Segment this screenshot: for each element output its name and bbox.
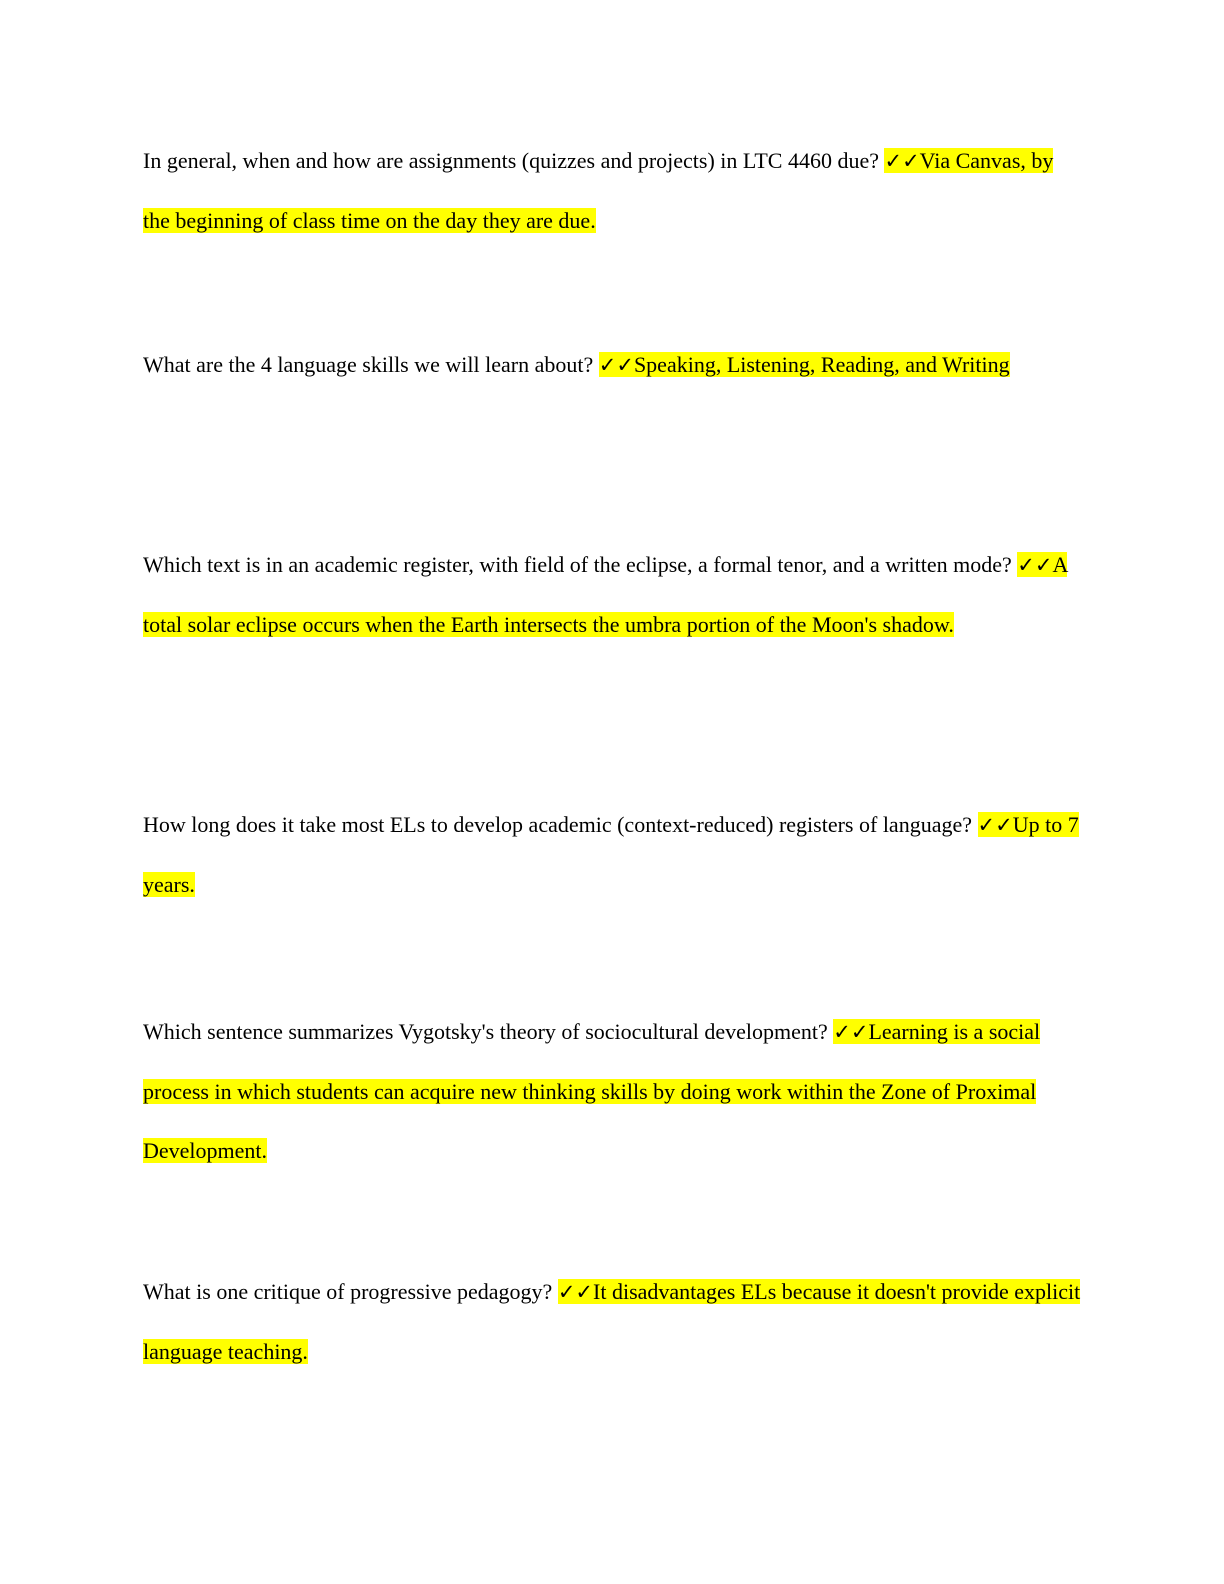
check-mark-icon: ✓✓ bbox=[557, 1280, 594, 1304]
qa-item bbox=[143, 535, 1083, 654]
qa-item bbox=[143, 1262, 1083, 1381]
answer-text: It disadvantages ELs because it doesn't provide explicit language teaching. bbox=[143, 1279, 1081, 1364]
question-text: How long does it take most ELs to develop academic (context-reduced) registers of language? bbox=[143, 812, 978, 837]
check-mark-icon: ✓✓ bbox=[977, 813, 1013, 837]
answer-text: Up to 7 years. bbox=[143, 812, 1079, 897]
answer-text: Via Canvas, by the beginning of class time on the day they are due. bbox=[143, 148, 1054, 233]
answer-text: Learning is a social process in which students can acquire new thinking skills by doing work within the Zone of Proximal Development. bbox=[143, 1019, 1041, 1163]
qa-item bbox=[143, 795, 1083, 914]
question-text: What is one critique of progressive pedagogy? bbox=[143, 1279, 558, 1304]
check-mark-icon: ✓✓ bbox=[598, 353, 634, 377]
check-mark-icon: ✓✓ bbox=[1017, 553, 1053, 577]
question-text: Which text is in an academic register, with field of the eclipse, a formal tenor, and a written mode? bbox=[143, 552, 1018, 577]
qa-item bbox=[143, 1002, 1083, 1180]
answer-text: Speaking, Listening, Reading, and Writing bbox=[633, 352, 1010, 377]
question-text: Which sentence summarizes Vygotsky's theory of sociocultural development? bbox=[143, 1019, 834, 1044]
answer-highlight bbox=[599, 352, 1010, 377]
question-text: What are the 4 language skills we will learn about? bbox=[143, 352, 599, 377]
qa-item bbox=[143, 335, 1083, 395]
question-text: In general, when and how are assignments (quizzes and projects) in LTC 4460 due? bbox=[143, 148, 885, 173]
check-mark-icon: ✓✓ bbox=[884, 149, 920, 173]
check-mark-icon: ✓✓ bbox=[833, 1020, 869, 1044]
qa-item bbox=[143, 131, 1083, 250]
answer-text: A total solar eclipse occurs when the Earth intersects the umbra portion of the Moon's shadow. bbox=[143, 552, 1068, 637]
